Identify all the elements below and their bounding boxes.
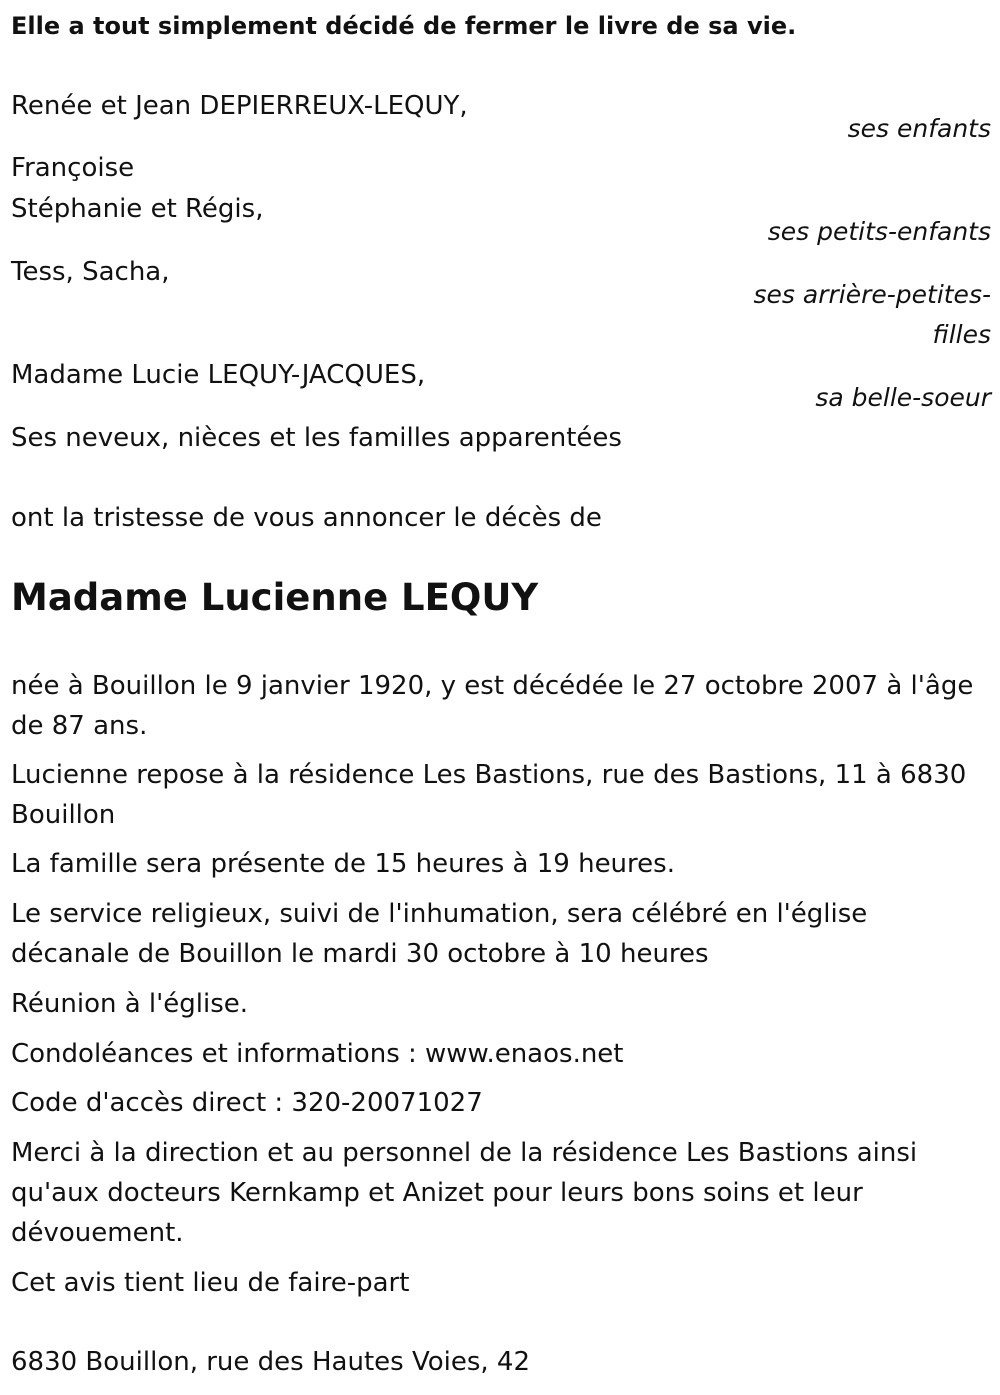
service-line-1: Le service religieux, suivi de l'inhumation, sera célébré en l'église [11,899,868,929]
grandchild-francoise: Françoise [11,153,135,183]
announcement-text: ont la tristesse de vous annoncer le décès de [11,503,602,533]
thanks-line-3: dévouement. [11,1218,184,1248]
family-address: 6830 Bouillon, rue des Hautes Voies, 42 [11,1347,530,1377]
meeting-place: Réunion à l'église. [11,989,249,1019]
children-role: ses enfants [847,114,991,143]
extended-family: Ses neveux, nièces et les familles apparentées [11,423,622,453]
thanks-line-2: qu'aux docteurs Kernkamp et Anizet pour leurs bons soins et leur [11,1178,863,1208]
grandchildren-role: ses petits-enfants [767,217,991,246]
great-grandchildren-role-line-2: filles [932,320,991,349]
great-grandchildren-role-line-1: ses arrière-petites- [753,280,991,309]
grandchild-stephanie-regis: Stéphanie et Régis, [11,194,264,224]
sister-in-law-role: sa belle-soeur [815,383,991,412]
notice-statement: Cet avis tient lieu de faire-part [11,1268,410,1298]
deceased-name: Madame Lucienne LEQUY [11,576,539,619]
rest-location-line-1: Lucienne repose à la résidence Les Bastions, rue des Bastions, 11 à 6830 [11,760,967,790]
thanks-line-1: Merci à la direction et au personnel de la résidence Les Bastions ainsi [11,1138,918,1168]
birth-death-line-2: de 87 ans. [11,711,148,741]
birth-death-line-1: née à Bouillon le 9 janvier 1920, y est décédée le 27 octobre 2007 à l'âge [11,671,974,701]
children-names: Renée et Jean DEPIERREUX-LEQUY, [11,91,468,121]
service-line-2: décanale de Bouillon le mardi 30 octobre à 10 heures [11,939,709,969]
condolences-info: Condoléances et informations : www.enaos.net [11,1039,624,1069]
visitation-hours: La famille sera présente de 15 heures à 19 heures. [11,849,675,879]
headline: Elle a tout simplement décidé de fermer le livre de sa vie. [11,12,797,40]
rest-location-line-2: Bouillon [11,800,116,830]
access-code: Code d'accès direct : 320-20071027 [11,1088,483,1118]
sister-in-law-name: Madame Lucie LEQUY-JACQUES, [11,360,426,390]
great-grandchildren-names: Tess, Sacha, [11,257,170,287]
